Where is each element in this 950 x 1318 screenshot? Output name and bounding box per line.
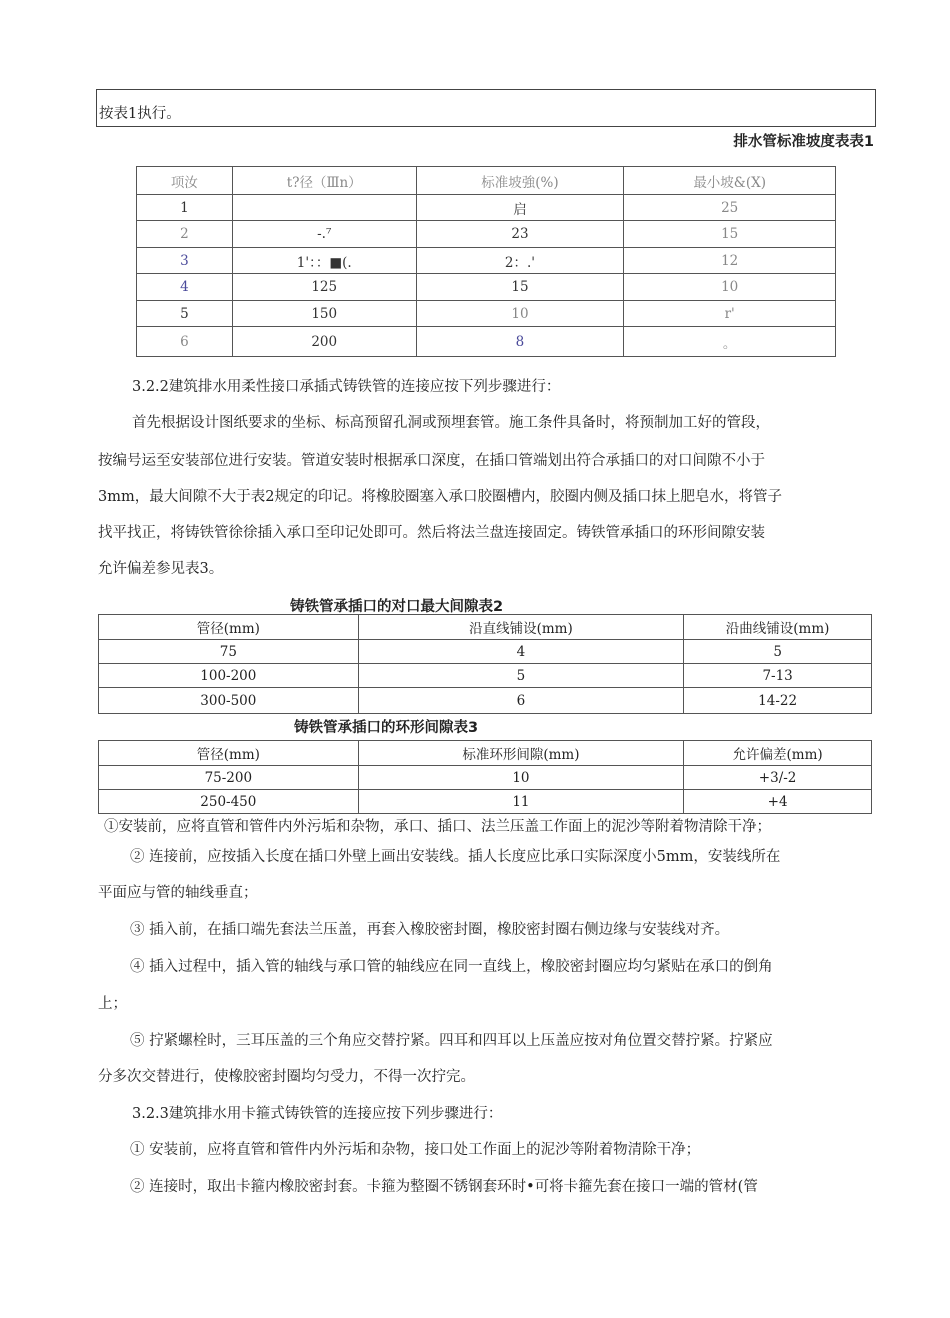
table-cell: 4 [137, 274, 233, 301]
table1-header-row [137, 167, 836, 195]
table-cell: 4 [358, 640, 684, 664]
table3-header: 标准环形间隙(mm) [358, 741, 684, 766]
table-cell: 12 [624, 248, 836, 274]
table1-title: 排水管标准坡度表表1 [733, 134, 874, 150]
step-line: ③ 插入前，在插口端先套法兰压盖，再套入橡胶密封圈，橡胶密封圈右侧边缘与安装线对齐。 [130, 922, 730, 938]
table2-header: 管径(mm) [99, 615, 359, 640]
table-cell: +3/-2 [684, 766, 872, 790]
step-line: ⑤ 拧紧螺栓时，三耳压盖的三个角应交替拧紧。四耳和四耳以上压盖应按对角位置交替拧紧。拧紧应 [130, 1033, 773, 1049]
step-line: ② 连接时，取出卡箍内橡胶密封套。卡箍为整圈不锈钢套环时•可将卡箍先套在接口一端的管材(管 [130, 1179, 758, 1195]
table-cell: 。 [624, 327, 836, 357]
table-row [137, 301, 836, 327]
table-row [99, 688, 872, 714]
table1-header: 最小坡&(X) [624, 167, 836, 195]
table3-header-row [99, 741, 872, 766]
table3-header: 管径(mm) [99, 741, 359, 766]
top-note-box [96, 89, 876, 127]
body-paragraph-line: 允许偏差参见表3。 [98, 561, 224, 577]
table-cell: +4 [684, 790, 872, 814]
table-cell: 8 [416, 327, 624, 357]
table-row [137, 274, 836, 301]
table-cell: 11 [358, 790, 684, 814]
section-3-2-3-heading: 3.2.3建筑排水用卡箍式铸铁管的连接应按下列步骤进行： [132, 1106, 503, 1122]
table-cell: 1'：：■(. [232, 248, 416, 274]
body-paragraph-line: 3mm，最大间隙不大于表2规定的印记。将橡胶圈塞入承口胶圈槽内，胶圈内侧及插口抹上肥皂水，将管子 [98, 489, 782, 505]
table-cell: 5 [684, 640, 872, 664]
table-row [137, 195, 836, 221]
table-cell: 23 [416, 221, 624, 248]
table-row [99, 664, 872, 688]
step-line: 上； [98, 996, 127, 1012]
table-cell: 14-22 [684, 688, 872, 714]
step-line: ④ 插入过程中，插入管的轴线与承口管的轴线应在同一直线上，橡胶密封圈应均匀紧贴在承口的倒角 [130, 959, 773, 975]
table-cell: 100-200 [99, 664, 359, 688]
table-cell: 6 [137, 327, 233, 357]
table-cell: 2：.' [416, 248, 624, 274]
table-cell: 10 [624, 274, 836, 301]
table1 [136, 166, 836, 357]
step-line: 分多次交替进行，使橡胶密封圈均匀受力，不得一次拧完。 [98, 1069, 475, 1085]
table-row [137, 327, 836, 357]
table-row [99, 766, 872, 790]
table1-header: 标准坡強(%) [416, 167, 624, 195]
table-cell: 75 [99, 640, 359, 664]
table-row [99, 790, 872, 814]
table3 [98, 740, 872, 814]
table-cell: -.⁷ [232, 221, 416, 248]
table1-header: t?径（Ⅲn） [232, 167, 416, 195]
step-line: 平面应与管的轴线垂直； [98, 885, 258, 901]
table-cell: 2 [137, 221, 233, 248]
table-cell: 10 [416, 301, 624, 327]
table-cell [232, 195, 416, 221]
table-cell: 5 [137, 301, 233, 327]
table-row [137, 248, 836, 274]
step-line: ①安装前，应将直管和管件内外污垢和杂物，承口、插口、法兰压盖工作面上的泥沙等附着物清除干净； [104, 819, 771, 835]
body-paragraph-line: 按编号运至安装部位进行安装。管道安装时根据承口深度，在插口管端划出符合承插口的对口间隙不小于 [98, 453, 765, 469]
step-line: ① 安装前，应将直管和管件内外污垢和杂物，接口处工作面上的泥沙等附着物清除干净； [130, 1142, 701, 1158]
step-line: ② 连接前，应按插入长度在插口外壁上画出安装线。插人长度应比承口实际深度小5mm，安装线所在 [130, 849, 781, 865]
table-cell: 启 [416, 195, 624, 221]
table-cell: 25 [624, 195, 836, 221]
table-cell: 5 [358, 664, 684, 688]
table-cell: r' [624, 301, 836, 327]
table-cell: 200 [232, 327, 416, 357]
table-cell: 125 [232, 274, 416, 301]
table3-header: 允许偏差(mm) [684, 741, 872, 766]
table-cell: 15 [416, 274, 624, 301]
table2-title: 铸铁管承插口的对口最大间隙表2 [290, 599, 504, 615]
table2-header: 沿曲线铺设(mm) [684, 615, 872, 640]
section-3-2-2-heading: 3.2.2建筑排水用柔性接口承插式铸铁管的连接应按下列步骤进行： [132, 379, 561, 395]
table-cell: 7-13 [684, 664, 872, 688]
table-cell: 300-500 [99, 688, 359, 714]
table-row [137, 221, 836, 248]
table2-header: 沿直线铺设(mm) [358, 615, 684, 640]
body-paragraph-line: 首先根据设计图纸要求的坐标、标高预留孔洞或预埋套管。施工条件具备时，将预制加工好的管段， [132, 415, 770, 431]
table3-title: 铸铁管承插口的环形间隙表3 [294, 720, 479, 736]
table-cell: 10 [358, 766, 684, 790]
table-cell: 3 [137, 248, 233, 274]
table-cell: 1 [137, 195, 233, 221]
table-cell: 75-200 [99, 766, 359, 790]
table-cell: 6 [358, 688, 684, 714]
table-cell: 150 [232, 301, 416, 327]
table2-header-row [99, 615, 872, 640]
top-note-text: 按表1执行。 [99, 106, 181, 122]
table-cell: 15 [624, 221, 836, 248]
table-cell: 250-450 [99, 790, 359, 814]
table-row [99, 640, 872, 664]
table2 [98, 614, 872, 714]
table1-header: 项汝 [137, 167, 233, 195]
body-paragraph-line: 找平找正，将铸铁管徐徐插入承口至印记处即可。然后将法兰盘连接固定。铸铁管承插口的环形间隙安装 [98, 525, 765, 541]
